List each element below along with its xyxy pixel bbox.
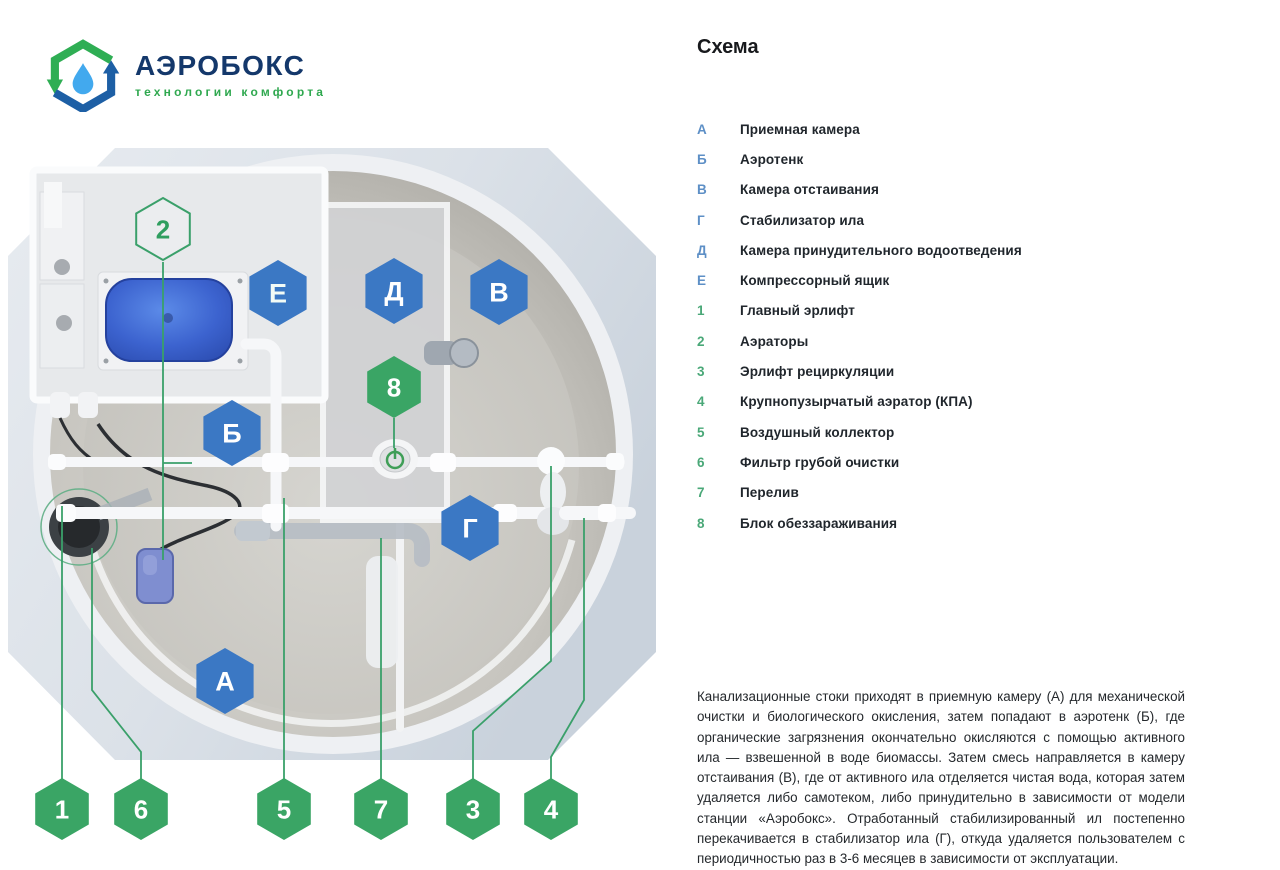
brand-name: АЭРОБОКС xyxy=(135,50,306,82)
legend-marker: Д xyxy=(697,242,707,258)
legend-marker: 6 xyxy=(697,454,705,470)
marker-hex-6 xyxy=(114,778,168,840)
legend-item xyxy=(697,508,1197,538)
legend-marker: 7 xyxy=(697,485,705,501)
legend-item xyxy=(697,114,1197,144)
legend-marker: А xyxy=(697,121,707,137)
svg-text:4: 4 xyxy=(543,794,559,825)
legend-marker: 2 xyxy=(697,333,705,349)
legend xyxy=(697,114,1197,538)
svg-text:2: 2 xyxy=(155,214,171,245)
svg-text:1: 1 xyxy=(54,794,70,825)
legend-label: Главный эрлифт xyxy=(740,303,855,319)
legend-marker: Г xyxy=(697,212,705,228)
svg-text:5: 5 xyxy=(276,794,292,825)
legend-label: Перелив xyxy=(740,485,799,501)
process-description: Канализационные стоки приходят в приемную камеру (А) для механической очистки и биологического окисления, затем попадают в аэротенк (Б), где органические загрязнения окончательно окисляются с помощью активного ила — взвешенной в воде биомассы. Затем смесь направляется в камеру отстаивания (В), где от активного ила отделяется чистая вода, которая затем удаляется либо самотеком, либо принудительно в зависимости от модели станции «Аэробокс». Отработанный стабилизированный ил постепенно перекачивается в стабилизатор ила (Г), откуда удаляется пользователем с периодичностью раз в 3-6 месяцев в зависимости от эксплуатации. xyxy=(697,689,1185,867)
svg-text:Д: Д xyxy=(384,276,404,307)
legend-item xyxy=(697,175,1197,205)
legend-item xyxy=(697,235,1197,265)
svg-text:Е: Е xyxy=(268,278,288,309)
svg-text:8: 8 xyxy=(386,372,402,403)
recirculation-airlift xyxy=(537,447,569,535)
legend-label: Аэротенк xyxy=(740,151,804,167)
legend-label: Приемная камера xyxy=(740,121,860,137)
legend-label: Блок обеззараживания xyxy=(740,515,898,531)
legend-item xyxy=(697,205,1197,235)
float-switch xyxy=(137,549,173,603)
legend-marker: Е xyxy=(697,273,707,289)
marker-hex-1 xyxy=(35,778,89,840)
svg-text:7: 7 xyxy=(373,794,389,825)
legend-label: Воздушный коллектор xyxy=(740,424,895,440)
page-title: Схема xyxy=(697,36,759,58)
legend-marker: Б xyxy=(697,151,707,167)
coarse-bubble-aerator xyxy=(566,504,616,522)
legend-marker: 1 xyxy=(697,303,705,319)
brand-tagline: технологии комфорта xyxy=(135,84,327,99)
legend-item xyxy=(697,326,1197,356)
legend-marker: 5 xyxy=(697,424,705,440)
marker-hex-7 xyxy=(354,778,408,840)
legend-item xyxy=(697,417,1197,447)
svg-text:3: 3 xyxy=(465,794,481,825)
legend-item xyxy=(697,296,1197,326)
svg-text:Б: Б xyxy=(222,418,242,449)
legend-item xyxy=(697,447,1197,477)
legend-marker: В xyxy=(697,182,707,198)
legend-label: Компрессорный ящик xyxy=(740,273,890,289)
legend-item xyxy=(697,387,1197,417)
legend-label: Крупнопузырчатый аэратор (КПА) xyxy=(740,394,973,410)
marker-hex-4 xyxy=(524,778,578,840)
marker-hex-5 xyxy=(257,778,311,840)
legend-marker: 3 xyxy=(697,364,705,380)
legend-label: Фильтр грубой очистки xyxy=(740,454,900,470)
svg-text:В: В xyxy=(489,277,509,308)
svg-text:6: 6 xyxy=(133,794,149,825)
legend-marker: 4 xyxy=(697,394,705,410)
svg-text:Г: Г xyxy=(462,513,478,544)
marker-hex-3 xyxy=(446,778,500,840)
uv-disinfection-unit xyxy=(372,439,418,479)
svg-text:А: А xyxy=(215,666,235,697)
legend-item xyxy=(697,144,1197,174)
legend-label: Камера принудительного водоотведения xyxy=(740,242,1022,258)
legend-label: Аэраторы xyxy=(740,333,809,349)
air-compressor xyxy=(98,272,248,370)
legend-item xyxy=(697,478,1197,508)
legend-label: Стабилизатор ила xyxy=(740,212,865,228)
legend-item xyxy=(697,356,1197,386)
legend-marker: 8 xyxy=(697,515,705,531)
legend-label: Эрлифт рециркуляции xyxy=(740,364,895,380)
legend-item xyxy=(697,265,1197,295)
legend-label: Камера отстаивания xyxy=(740,182,879,198)
